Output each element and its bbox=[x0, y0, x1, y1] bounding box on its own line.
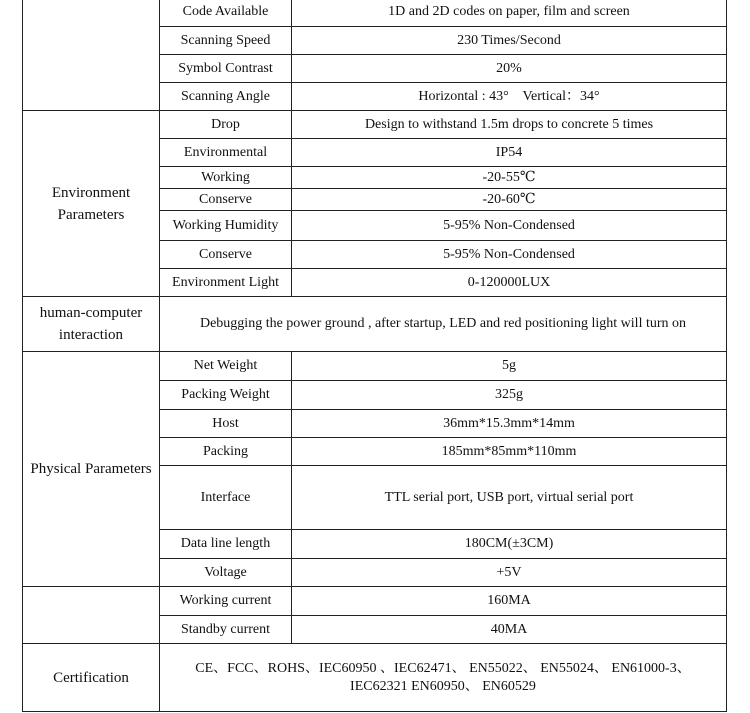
label-drop: Drop bbox=[160, 111, 292, 139]
group-environment: Environment Parameters bbox=[23, 111, 160, 297]
value-data-line: 180CM(±3CM) bbox=[292, 530, 727, 559]
value-hci: Debugging the power ground , after startup, LED and red positioning light will turn on bbox=[160, 297, 727, 352]
label-working-temp: Working bbox=[160, 167, 292, 189]
table-row bbox=[23, 352, 727, 381]
certification-line-1: CE、FCC、ROHS、IEC60950 、IEC62471、 EN55022、 EN55024、 EN61000-3、 bbox=[195, 660, 691, 676]
spec-table bbox=[22, 0, 727, 712]
group-scanning bbox=[23, 0, 160, 111]
label-voltage: Voltage bbox=[160, 559, 292, 587]
value-certification bbox=[160, 644, 727, 712]
value-drop: Design to withstand 1.5m drops to concrete 5 times bbox=[292, 111, 727, 139]
label-standby-current: Standby current bbox=[160, 616, 292, 644]
label-interface: Interface bbox=[160, 466, 292, 530]
label-scanning-speed: Scanning Speed bbox=[160, 27, 292, 55]
value-conserve-humidity: 5-95% Non-Condensed bbox=[292, 241, 727, 269]
value-standby-current: 40MA bbox=[292, 616, 727, 644]
group-certification: Certification bbox=[23, 644, 160, 712]
certification-line-2: IEC62321 EN60950、 EN60529 bbox=[350, 678, 536, 694]
label-code-available: Code Available bbox=[160, 0, 292, 27]
value-working-humidity: 5-95% Non-Condensed bbox=[292, 211, 727, 241]
table-row bbox=[23, 0, 727, 27]
value-symbol-contrast: 20% bbox=[292, 55, 727, 83]
value-conserve-temp: -20-60℃ bbox=[292, 189, 727, 211]
label-packing: Packing bbox=[160, 438, 292, 466]
value-code-available: 1D and 2D codes on paper, film and screen bbox=[292, 0, 727, 27]
value-working-current: 160MA bbox=[292, 587, 727, 616]
value-packing: 185mm*85mm*110mm bbox=[292, 438, 727, 466]
label-working-current: Working current bbox=[160, 587, 292, 616]
label-working-humidity: Working Humidity bbox=[160, 211, 292, 241]
label-net-weight: Net Weight bbox=[160, 352, 292, 381]
group-hci: human-computer interaction bbox=[23, 297, 160, 352]
group-physical: Physical Parameters bbox=[23, 352, 160, 587]
table-row bbox=[23, 111, 727, 139]
label-data-line: Data line length bbox=[160, 530, 292, 559]
value-packing-weight: 325g bbox=[292, 381, 727, 410]
value-net-weight: 5g bbox=[292, 352, 727, 381]
table-row bbox=[23, 644, 727, 712]
label-packing-weight: Packing Weight bbox=[160, 381, 292, 410]
value-environment-light: 0-120000LUX bbox=[292, 269, 727, 297]
value-scanning-speed: 230 Times/Second bbox=[292, 27, 727, 55]
label-host: Host bbox=[160, 410, 292, 438]
label-environmental: Environmental bbox=[160, 139, 292, 167]
value-environmental: IP54 bbox=[292, 139, 727, 167]
label-conserve-humidity: Conserve bbox=[160, 241, 292, 269]
label-scanning-angle: Scanning Angle bbox=[160, 83, 292, 111]
label-environment-light: Environment Light bbox=[160, 269, 292, 297]
value-interface: TTL serial port, USB port, virtual serial port bbox=[292, 466, 727, 530]
table-row bbox=[23, 587, 727, 616]
label-conserve-temp: Conserve bbox=[160, 189, 292, 211]
value-host: 36mm*15.3mm*14mm bbox=[292, 410, 727, 438]
label-symbol-contrast: Symbol Contrast bbox=[160, 55, 292, 83]
value-working-temp: -20-55℃ bbox=[292, 167, 727, 189]
group-power bbox=[23, 587, 160, 644]
value-scanning-angle: Horizontal : 43° Vertical：34° bbox=[292, 83, 727, 111]
table-row bbox=[23, 297, 727, 352]
value-voltage: +5V bbox=[292, 559, 727, 587]
